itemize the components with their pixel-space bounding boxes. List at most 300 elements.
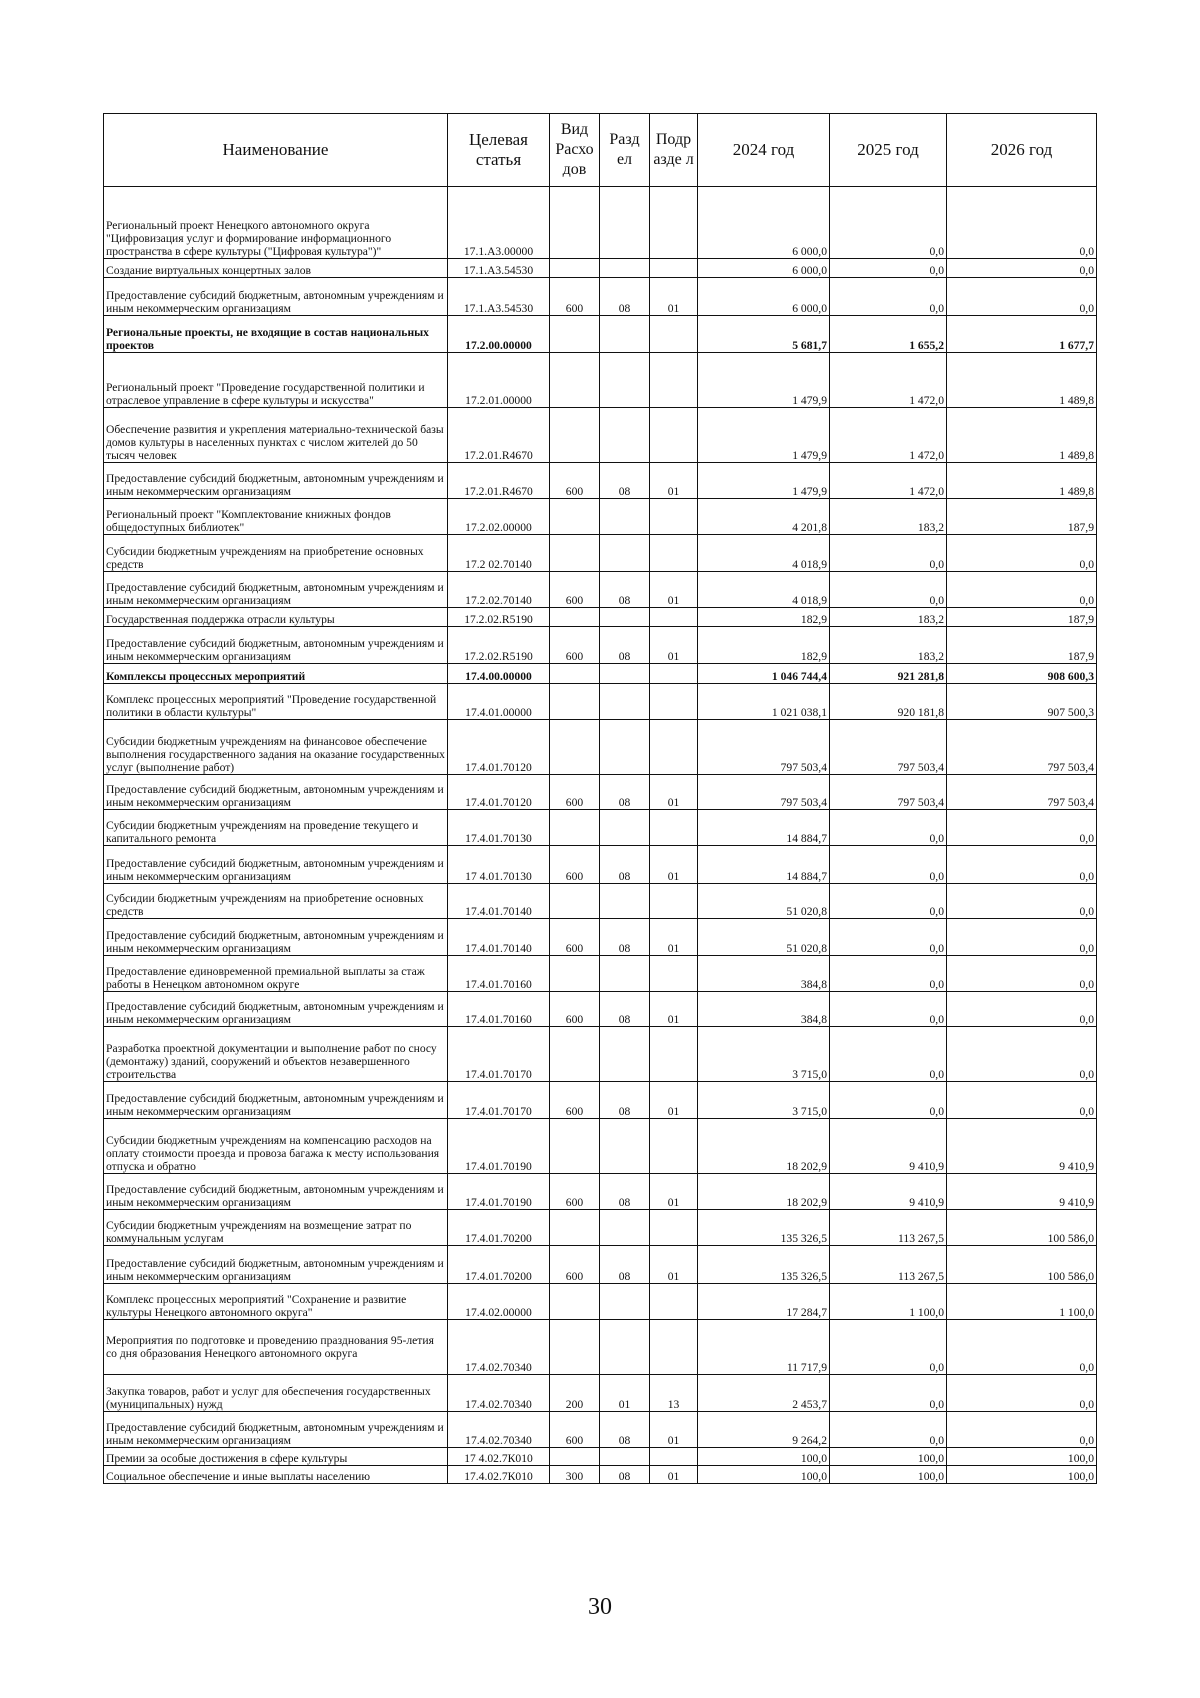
cell-2025: 0,0 — [830, 187, 947, 259]
cell-razdel — [600, 608, 650, 627]
cell-name: Субсидии бюджетным учреждениям на проведение текущего и капитального ремонта — [104, 810, 448, 846]
cell-name: Создание виртуальных концертных залов — [104, 259, 448, 278]
cell-podrazdel — [650, 499, 698, 535]
cell-2026: 0,0 — [947, 1375, 1097, 1412]
table-row — [104, 1412, 1097, 1448]
table-row — [104, 259, 1097, 278]
table-row — [104, 1119, 1097, 1174]
header-2026: 2026 год — [947, 114, 1097, 187]
cell-vid: 600 — [550, 1082, 600, 1119]
cell-name: Закупка товаров, работ и услуг для обеспечения государственных (муниципальных) нужд — [104, 1375, 448, 1412]
cell-article: 17.1.A3.00000 — [448, 187, 550, 259]
cell-article: 17.2 02.70140 — [448, 535, 550, 572]
cell-razdel: 08 — [600, 627, 650, 664]
cell-2025: 0,0 — [830, 1027, 947, 1082]
header-podrazdel: Подр азде л — [650, 114, 698, 187]
cell-name: Предоставление субсидий бюджетным, автономным учреждениям и иным некоммерческим организациям — [104, 775, 448, 810]
cell-article: 17.2.02.00000 — [448, 499, 550, 535]
cell-podrazdel: 01 — [650, 775, 698, 810]
cell-2025: 797 503,4 — [830, 775, 947, 810]
cell-article: 17.4.02.70340 — [448, 1375, 550, 1412]
table-row — [104, 720, 1097, 775]
cell-razdel: 08 — [600, 1174, 650, 1210]
cell-2024: 4 018,9 — [698, 535, 830, 572]
cell-2024: 6 000,0 — [698, 259, 830, 278]
cell-article: 17.2.01.00000 — [448, 353, 550, 408]
cell-podrazdel: 01 — [650, 1174, 698, 1210]
table-row — [104, 1082, 1097, 1119]
cell-2024: 384,8 — [698, 992, 830, 1027]
budget-table — [103, 113, 1097, 1484]
cell-2025: 1 472,0 — [830, 463, 947, 499]
cell-2024: 17 284,7 — [698, 1284, 830, 1320]
cell-razdel — [600, 684, 650, 720]
cell-2025: 0,0 — [830, 1375, 947, 1412]
cell-vid — [550, 1320, 600, 1375]
cell-razdel — [600, 187, 650, 259]
table-row — [104, 353, 1097, 408]
cell-2025: 0,0 — [830, 846, 947, 884]
cell-podrazdel — [650, 408, 698, 463]
cell-podrazdel — [650, 1210, 698, 1246]
cell-razdel: 08 — [600, 1412, 650, 1448]
cell-name: Региональный проект "Комплектование книжных фондов общедоступных библиотек" — [104, 499, 448, 535]
cell-2025: 921 281,8 — [830, 664, 947, 684]
cell-2026: 100,0 — [947, 1466, 1097, 1484]
cell-2026: 0,0 — [947, 919, 1097, 956]
cell-2026: 100 586,0 — [947, 1246, 1097, 1284]
cell-2025: 9 410,9 — [830, 1119, 947, 1174]
cell-article: 17.2.01.R4670 — [448, 463, 550, 499]
cell-2024: 14 884,7 — [698, 810, 830, 846]
cell-podrazdel: 13 — [650, 1375, 698, 1412]
table-row — [104, 810, 1097, 846]
cell-podrazdel — [650, 535, 698, 572]
cell-podrazdel — [650, 353, 698, 408]
cell-podrazdel — [650, 1119, 698, 1174]
cell-vid: 300 — [550, 1466, 600, 1484]
cell-razdel — [600, 499, 650, 535]
cell-2026: 187,9 — [947, 608, 1097, 627]
cell-podrazdel: 01 — [650, 627, 698, 664]
table-row — [104, 535, 1097, 572]
cell-2025: 0,0 — [830, 956, 947, 992]
cell-article: 17.4.01.70160 — [448, 956, 550, 992]
cell-razdel — [600, 316, 650, 353]
cell-vid: 600 — [550, 1246, 600, 1284]
cell-razdel: 08 — [600, 1466, 650, 1484]
cell-vid — [550, 1210, 600, 1246]
cell-vid: 600 — [550, 1174, 600, 1210]
cell-2024: 6 000,0 — [698, 187, 830, 259]
cell-article: 17.4.01.70200 — [448, 1246, 550, 1284]
cell-2026: 0,0 — [947, 1027, 1097, 1082]
cell-podrazdel — [650, 316, 698, 353]
cell-2024: 1 479,9 — [698, 408, 830, 463]
cell-2024: 1 479,9 — [698, 463, 830, 499]
cell-2024: 5 681,7 — [698, 316, 830, 353]
cell-2024: 797 503,4 — [698, 775, 830, 810]
cell-razdel — [600, 1210, 650, 1246]
cell-name: Предоставление субсидий бюджетным, автономным учреждениям и иным некоммерческим организациям — [104, 1412, 448, 1448]
cell-2024: 18 202,9 — [698, 1174, 830, 1210]
cell-name: Предоставление субсидий бюджетным, автономным учреждениям и иным некоммерческим организациям — [104, 1246, 448, 1284]
cell-vid: 600 — [550, 846, 600, 884]
cell-2025: 0,0 — [830, 810, 947, 846]
cell-razdel — [600, 1284, 650, 1320]
cell-2025: 183,2 — [830, 608, 947, 627]
cell-2024: 182,9 — [698, 627, 830, 664]
cell-razdel — [600, 535, 650, 572]
cell-name: Социальное обеспечение и иные выплаты населению — [104, 1466, 448, 1484]
cell-podrazdel: 01 — [650, 919, 698, 956]
table-row — [104, 919, 1097, 956]
table-row — [104, 463, 1097, 499]
cell-2026: 1 489,8 — [947, 463, 1097, 499]
cell-2026: 0,0 — [947, 956, 1097, 992]
cell-2024: 797 503,4 — [698, 720, 830, 775]
cell-2026: 0,0 — [947, 1082, 1097, 1119]
table-row — [104, 1320, 1097, 1375]
cell-name: Разработка проектной документации и выполнение работ по сносу (демонтажу) зданий, сооружений и объектов незавершенного строительства — [104, 1027, 448, 1082]
cell-podrazdel: 01 — [650, 572, 698, 608]
cell-name: Предоставление субсидий бюджетным, автономным учреждениям и иным некоммерческим организациям — [104, 463, 448, 499]
header-razdel: Разд ел — [600, 114, 650, 187]
cell-2026: 0,0 — [947, 884, 1097, 919]
cell-2026: 908 600,3 — [947, 664, 1097, 684]
cell-vid — [550, 316, 600, 353]
cell-razdel — [600, 353, 650, 408]
cell-article: 17.1.A3.54530 — [448, 259, 550, 278]
cell-vid — [550, 259, 600, 278]
cell-name: Комплекс процессных мероприятий "Сохранение и развитие культуры Ненецкого автономного округа" — [104, 1284, 448, 1320]
table-row — [104, 572, 1097, 608]
table-row — [104, 1174, 1097, 1210]
cell-2024: 1 046 744,4 — [698, 664, 830, 684]
cell-2024: 6 000,0 — [698, 278, 830, 316]
cell-razdel — [600, 408, 650, 463]
cell-2024: 3 715,0 — [698, 1027, 830, 1082]
cell-razdel — [600, 810, 650, 846]
table-row — [104, 1466, 1097, 1484]
cell-article: 17.4.01.70160 — [448, 992, 550, 1027]
cell-name: Субсидии бюджетным учреждениям на финансовое обеспечение выполнения государственного задания на оказание государственных услуг (выполнение работ) — [104, 720, 448, 775]
cell-article: 17.4.01.70190 — [448, 1174, 550, 1210]
cell-2026: 1 489,8 — [947, 353, 1097, 408]
cell-2025: 0,0 — [830, 535, 947, 572]
cell-2025: 0,0 — [830, 1320, 947, 1375]
cell-name: Региональный проект "Проведение государственной политики и отраслевое управление в сфере культуры и искусства" — [104, 353, 448, 408]
cell-podrazdel: 01 — [650, 992, 698, 1027]
cell-2026: 797 503,4 — [947, 775, 1097, 810]
cell-2024: 3 715,0 — [698, 1082, 830, 1119]
cell-article: 17.4.01.70200 — [448, 1210, 550, 1246]
cell-2024: 18 202,9 — [698, 1119, 830, 1174]
cell-2026: 0,0 — [947, 1320, 1097, 1375]
cell-razdel: 08 — [600, 278, 650, 316]
cell-podrazdel — [650, 684, 698, 720]
cell-name: Предоставление единовременной премиальной выплаты за стаж работы в Ненецком автономном округе — [104, 956, 448, 992]
table-row — [104, 1246, 1097, 1284]
cell-2026: 1 677,7 — [947, 316, 1097, 353]
cell-name: Субсидии бюджетным учреждениям на приобретение основных средств — [104, 884, 448, 919]
cell-2026: 0,0 — [947, 535, 1097, 572]
cell-podrazdel — [650, 608, 698, 627]
cell-2024: 100,0 — [698, 1466, 830, 1484]
table-row — [104, 1284, 1097, 1320]
cell-podrazdel — [650, 664, 698, 684]
cell-name: Субсидии бюджетным учреждениям на приобретение основных средств — [104, 535, 448, 572]
cell-name: Предоставление субсидий бюджетным, автономным учреждениям и иным некоммерческим организациям — [104, 1174, 448, 1210]
cell-article: 17.4.01.70120 — [448, 720, 550, 775]
cell-podrazdel — [650, 1448, 698, 1466]
cell-2026: 0,0 — [947, 992, 1097, 1027]
table-row — [104, 499, 1097, 535]
cell-podrazdel — [650, 259, 698, 278]
table-row — [104, 775, 1097, 810]
cell-article: 17.4.01.70140 — [448, 919, 550, 956]
cell-article: 17.4.01.70130 — [448, 810, 550, 846]
cell-vid — [550, 535, 600, 572]
cell-article: 17.4.01.70170 — [448, 1027, 550, 1082]
cell-razdel — [600, 956, 650, 992]
cell-2026: 9 410,9 — [947, 1174, 1097, 1210]
table-row — [104, 1210, 1097, 1246]
cell-2024: 51 020,8 — [698, 884, 830, 919]
cell-name: Предоставление субсидий бюджетным, автономным учреждениям и иным некоммерческим организациям — [104, 919, 448, 956]
cell-2025: 113 267,5 — [830, 1246, 947, 1284]
cell-2026: 0,0 — [947, 810, 1097, 846]
cell-podrazdel: 01 — [650, 278, 698, 316]
cell-2026: 0,0 — [947, 572, 1097, 608]
cell-razdel — [600, 1320, 650, 1375]
cell-article: 17.2.00.00000 — [448, 316, 550, 353]
table-row — [104, 1375, 1097, 1412]
page-number: 30 — [588, 1594, 612, 1620]
cell-2025: 183,2 — [830, 627, 947, 664]
cell-2024: 2 453,7 — [698, 1375, 830, 1412]
cell-podrazdel — [650, 1284, 698, 1320]
cell-2026: 0,0 — [947, 259, 1097, 278]
header-2024: 2024 год — [698, 114, 830, 187]
cell-vid — [550, 884, 600, 919]
cell-2024: 1 021 038,1 — [698, 684, 830, 720]
cell-razdel: 01 — [600, 1375, 650, 1412]
cell-razdel: 08 — [600, 1082, 650, 1119]
cell-razdel: 08 — [600, 992, 650, 1027]
table-row — [104, 884, 1097, 919]
cell-2024: 384,8 — [698, 956, 830, 992]
cell-2026: 187,9 — [947, 499, 1097, 535]
cell-podrazdel: 01 — [650, 1246, 698, 1284]
cell-vid — [550, 499, 600, 535]
table-row — [104, 1027, 1097, 1082]
cell-vid — [550, 187, 600, 259]
cell-article: 17.4.02.70340 — [448, 1320, 550, 1375]
cell-2026: 1 100,0 — [947, 1284, 1097, 1320]
cell-vid — [550, 1027, 600, 1082]
cell-vid — [550, 608, 600, 627]
cell-2025: 1 655,2 — [830, 316, 947, 353]
cell-podrazdel — [650, 720, 698, 775]
cell-2026: 0,0 — [947, 1412, 1097, 1448]
cell-razdel — [600, 1448, 650, 1466]
cell-article: 17.2.02.70140 — [448, 572, 550, 608]
table-row — [104, 992, 1097, 1027]
cell-2025: 0,0 — [830, 278, 947, 316]
cell-2025: 1 100,0 — [830, 1284, 947, 1320]
cell-2026: 100 586,0 — [947, 1210, 1097, 1246]
cell-razdel: 08 — [600, 775, 650, 810]
cell-name: Предоставление субсидий бюджетным, автономным учреждениям и иным некоммерческим организациям — [104, 627, 448, 664]
cell-2026: 100,0 — [947, 1448, 1097, 1466]
cell-2026: 1 489,8 — [947, 408, 1097, 463]
header-name: Наименование — [104, 114, 448, 187]
cell-2024: 9 264,2 — [698, 1412, 830, 1448]
table-row — [104, 627, 1097, 664]
cell-2025: 183,2 — [830, 499, 947, 535]
cell-name: Субсидии бюджетным учреждениям на возмещение затрат по коммунальным услугам — [104, 1210, 448, 1246]
cell-vid — [550, 664, 600, 684]
cell-vid — [550, 1448, 600, 1466]
cell-vid: 600 — [550, 775, 600, 810]
cell-2025: 0,0 — [830, 572, 947, 608]
cell-vid — [550, 1284, 600, 1320]
cell-2024: 4 018,9 — [698, 572, 830, 608]
table-row — [104, 684, 1097, 720]
cell-name: Мероприятия по подготовке и проведению празднования 95-летия со дня образования Ненецкого автономного округа — [104, 1320, 448, 1375]
cell-razdel: 08 — [600, 463, 650, 499]
cell-article: 17.4.01.70190 — [448, 1119, 550, 1174]
cell-name: Предоставление субсидий бюджетным, автономным учреждениям и иным некоммерческим организациям — [104, 572, 448, 608]
cell-article: 17.4.00.00000 — [448, 664, 550, 684]
cell-article: 17.2.02.R5190 — [448, 627, 550, 664]
cell-2024: 51 020,8 — [698, 919, 830, 956]
cell-2025: 0,0 — [830, 884, 947, 919]
table-row — [104, 608, 1097, 627]
header-article: Целевая статья — [448, 114, 550, 187]
cell-2025: 0,0 — [830, 992, 947, 1027]
cell-vid — [550, 408, 600, 463]
cell-vid: 600 — [550, 572, 600, 608]
cell-razdel: 08 — [600, 572, 650, 608]
cell-podrazdel: 01 — [650, 846, 698, 884]
cell-name: Предоставление субсидий бюджетным, автономным учреждениям и иным некоммерческим организациям — [104, 992, 448, 1027]
table-row — [104, 1448, 1097, 1466]
cell-name: Комплекс процессных мероприятий "Проведение государственной политики в области культуры" — [104, 684, 448, 720]
table-body — [104, 187, 1097, 1484]
cell-article: 17 4.01.70130 — [448, 846, 550, 884]
cell-name: Премии за особые достижения в сфере культуры — [104, 1448, 448, 1466]
cell-2026: 0,0 — [947, 187, 1097, 259]
cell-vid: 600 — [550, 919, 600, 956]
table-row — [104, 408, 1097, 463]
cell-2025: 0,0 — [830, 919, 947, 956]
cell-razdel: 08 — [600, 1246, 650, 1284]
cell-podrazdel — [650, 187, 698, 259]
table-row — [104, 664, 1097, 684]
cell-article: 17.4.02.7К010 — [448, 1466, 550, 1484]
cell-article: 17.4.01.70140 — [448, 884, 550, 919]
cell-2024: 4 201,8 — [698, 499, 830, 535]
cell-2024: 14 884,7 — [698, 846, 830, 884]
cell-podrazdel — [650, 1320, 698, 1375]
cell-vid — [550, 810, 600, 846]
cell-2025: 100,0 — [830, 1466, 947, 1484]
cell-razdel — [600, 720, 650, 775]
cell-podrazdel: 01 — [650, 1082, 698, 1119]
cell-name: Предоставление субсидий бюджетным, автономным учреждениям и иным некоммерческим организациям — [104, 278, 448, 316]
table-row — [104, 956, 1097, 992]
cell-podrazdel: 01 — [650, 1412, 698, 1448]
cell-razdel — [600, 664, 650, 684]
cell-vid — [550, 353, 600, 408]
cell-2024: 100,0 — [698, 1448, 830, 1466]
cell-2026: 187,9 — [947, 627, 1097, 664]
cell-razdel — [600, 1119, 650, 1174]
cell-podrazdel — [650, 810, 698, 846]
cell-2026: 9 410,9 — [947, 1119, 1097, 1174]
cell-vid — [550, 720, 600, 775]
cell-name: Субсидии бюджетным учреждениям на компенсацию расходов на оплату стоимости проезда и провоза багажа к месту использования отпуска и обратно — [104, 1119, 448, 1174]
cell-name: Предоставление субсидий бюджетным, автономным учреждениям и иным некоммерческим организациям — [104, 1082, 448, 1119]
cell-vid — [550, 956, 600, 992]
cell-vid — [550, 1119, 600, 1174]
cell-2026: 797 503,4 — [947, 720, 1097, 775]
cell-2024: 182,9 — [698, 608, 830, 627]
cell-article: 17.2.02.R5190 — [448, 608, 550, 627]
table-row — [104, 316, 1097, 353]
cell-2025: 0,0 — [830, 1082, 947, 1119]
cell-article: 17 4.02.7К010 — [448, 1448, 550, 1466]
cell-vid: 600 — [550, 627, 600, 664]
cell-article: 17.4.01.00000 — [448, 684, 550, 720]
cell-2025: 100,0 — [830, 1448, 947, 1466]
cell-2025: 797 503,4 — [830, 720, 947, 775]
cell-podrazdel: 01 — [650, 1466, 698, 1484]
cell-name: Комплексы процессных мероприятий — [104, 664, 448, 684]
cell-razdel: 08 — [600, 846, 650, 884]
cell-2025: 1 472,0 — [830, 408, 947, 463]
cell-2026: 0,0 — [947, 846, 1097, 884]
cell-2024: 135 326,5 — [698, 1210, 830, 1246]
cell-razdel — [600, 259, 650, 278]
table-row — [104, 846, 1097, 884]
cell-2026: 907 500,3 — [947, 684, 1097, 720]
cell-2025: 113 267,5 — [830, 1210, 947, 1246]
cell-2024: 1 479,9 — [698, 353, 830, 408]
cell-razdel — [600, 884, 650, 919]
cell-name: Региональный проект Ненецкого автономного округа "Цифровизация услуг и формирование информационного пространства в сфере культуры ("Цифровая культура")" — [104, 187, 448, 259]
cell-article: 17.4.02.00000 — [448, 1284, 550, 1320]
cell-vid: 600 — [550, 463, 600, 499]
cell-2025: 0,0 — [830, 259, 947, 278]
cell-podrazdel: 01 — [650, 463, 698, 499]
cell-2024: 11 717,9 — [698, 1320, 830, 1375]
cell-2025: 0,0 — [830, 1412, 947, 1448]
cell-2024: 135 326,5 — [698, 1246, 830, 1284]
cell-article: 17.4.01.70170 — [448, 1082, 550, 1119]
cell-razdel: 08 — [600, 919, 650, 956]
cell-vid: 200 — [550, 1375, 600, 1412]
cell-2025: 920 181,8 — [830, 684, 947, 720]
table-row — [104, 187, 1097, 259]
cell-2026: 0,0 — [947, 278, 1097, 316]
cell-podrazdel — [650, 884, 698, 919]
table-row — [104, 278, 1097, 316]
cell-name: Обеспечение развития и укрепления материально-технической базы домов культуры в населенных пунктах с числом жителей до 50 тысяч человек — [104, 408, 448, 463]
cell-podrazdel — [650, 956, 698, 992]
